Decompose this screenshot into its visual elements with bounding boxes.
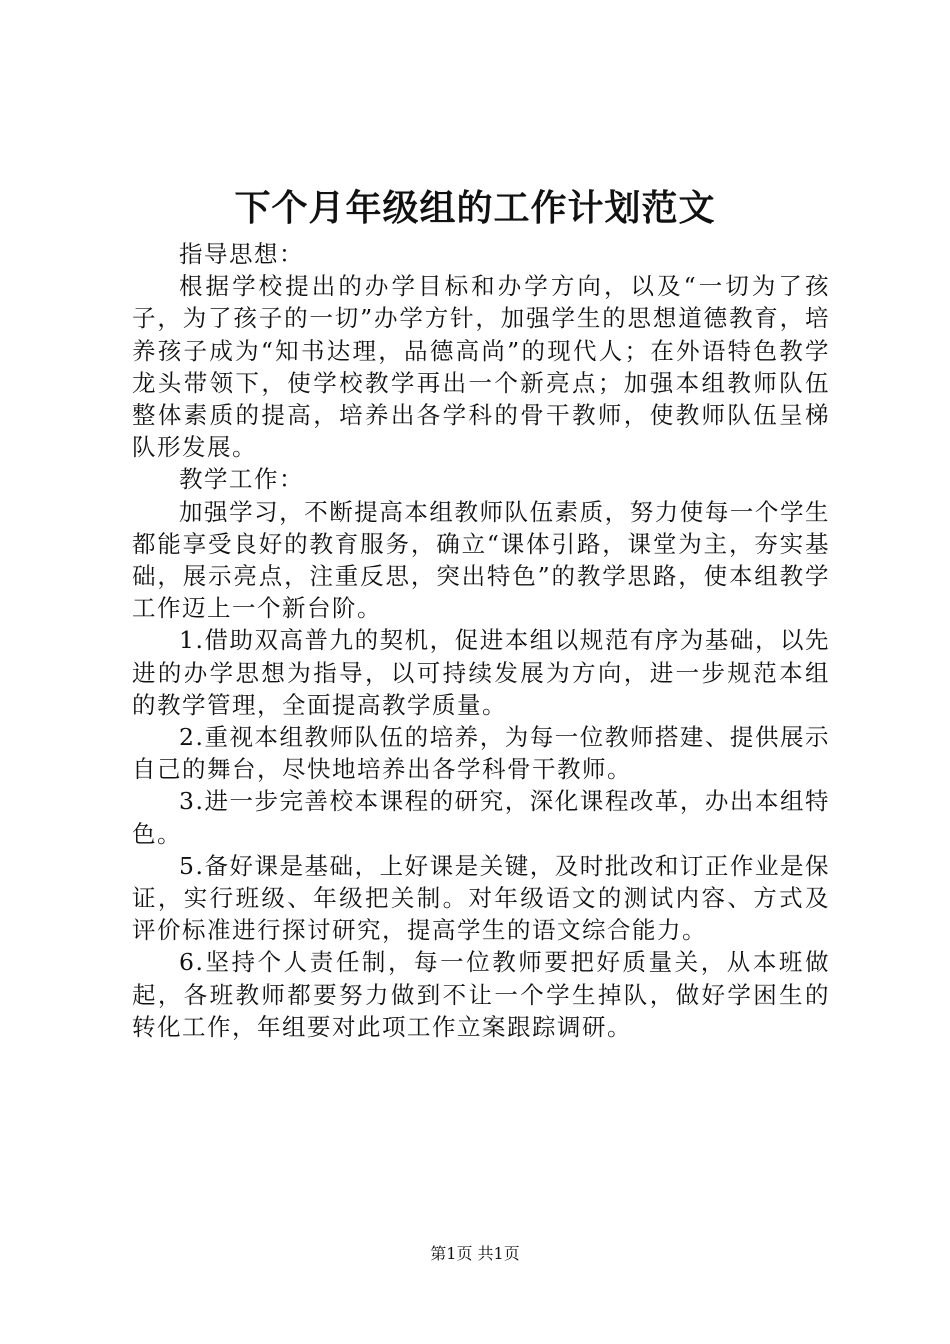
paragraph-guiding-thought: 根据学校提出的办学目标和办学方向，以及“一切为了孩子，为了孩子的一切”办学方针，加强学生的思想道德教育，培养孩子成为“知书达理，品德高尚”的现代人；在外语特色教学龙头带领下，使学校教学再出一个新亮点；加强本组教师队伍整体素质的提高，培养出各学科的骨干教师，使教师队伍呈梯队形发展。 — [132, 272, 830, 462]
document-body — [132, 238, 830, 1043]
document-title: 下个月年级组的工作计划范文 — [234, 187, 716, 229]
page-number-footer: 第1页 共1页 — [430, 1244, 520, 1263]
list-item-2: 2.重视本组教师队伍的培养，为每一位教师搭建、提供展示自己的舞台，尽快地培养出各学科骨干教师。 — [132, 723, 830, 784]
list-item-6: 6.坚持个人责任制，每一位教师要把好质量关，从本班做起，各班教师都要努力做到不让一个学生掉队，做好学困生的转化工作，年组要对此项工作立案跟踪调研。 — [132, 948, 830, 1041]
heading-guiding-thought: 指导思想： — [179, 240, 304, 268]
list-item-1: 1.借助双高普九的契机，促进本组以规范有序为基础，以先进的办学思想为指导，以可持续发展为方向，进一步规范本组的教学管理，全面提高教学质量。 — [132, 626, 830, 719]
paragraph-teaching-work: 加强学习，不断提高本组教师队伍素质，努力使每一个学生都能享受良好的教育服务，确立“课体引路，课堂为主，夯实基础，展示亮点，注重反思，突出特色”的教学思路，使本组教学工作迈上一个新台阶。 — [132, 497, 830, 623]
heading-teaching-work: 教学工作： — [179, 465, 304, 494]
list-item-3: 3.进一步完善校本课程的研究，深化课程改革，办出本组特色。 — [132, 787, 830, 848]
list-item-5: 5.备好课是基础，上好课是关键，及时批改和订正作业是保证，实行班级、年级把关制。对年级语文的测试内容、方式及评价标准进行探讨研究，提高学生的语文综合能力。 — [132, 851, 830, 945]
